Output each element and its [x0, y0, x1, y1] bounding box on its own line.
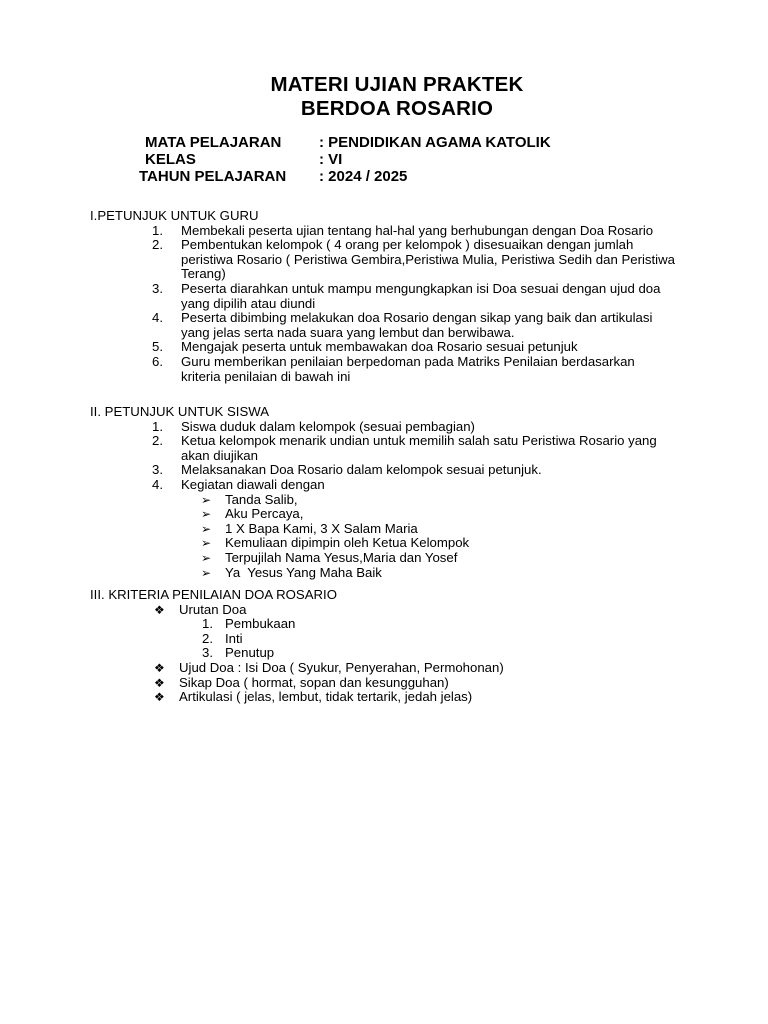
list-text: Ketua kelompok menarik undian untuk memilih salah satu Peristiwa Rosario yang akan diujikan — [181, 433, 657, 463]
list-item — [90, 463, 677, 478]
list-item — [90, 603, 659, 618]
info-label: KELAS — [145, 151, 196, 168]
list-text: Urutan Doa — [179, 601, 247, 617]
list-text: Tanda Salib, — [225, 491, 298, 507]
opening-prayer-list — [90, 493, 677, 581]
arrow-bullet-icon: ➢ — [201, 521, 212, 536]
list-text: 1 X Bapa Kami, 3 X Salam Maria — [225, 520, 418, 536]
diamond-bullet-icon: ❖ — [154, 660, 165, 675]
list-number: 5. — [152, 339, 163, 355]
list-text: Sikap Doa ( hormat, sopan dan kesungguhan) — [179, 674, 449, 690]
list-item — [90, 617, 721, 632]
list-number: 3. — [152, 462, 163, 478]
list-item — [90, 566, 645, 581]
document-title-line-2: BERDOA ROSARIO — [300, 97, 494, 120]
list-item — [90, 632, 721, 647]
list-item — [90, 340, 677, 355]
list-text: Melaksanakan Doa Rosario dalam kelompok sesuai petunjuk. — [181, 462, 542, 478]
diamond-bullet-icon: ❖ — [154, 675, 165, 690]
list-item — [90, 551, 645, 566]
list-number: 3. — [152, 280, 163, 296]
subject-info-block — [139, 134, 551, 185]
info-row-class — [139, 151, 551, 168]
list-text: Inti — [225, 630, 243, 646]
list-text: Artikulasi ( jelas, lembut, tidak tertarik, jedah jelas) — [179, 689, 473, 705]
list-text: Ya Yesus Yang Maha Baik — [225, 564, 382, 580]
arrow-bullet-icon: ➢ — [201, 492, 212, 507]
list-number: 2. — [152, 237, 163, 253]
list-item — [90, 434, 677, 463]
list-number: 1. — [202, 616, 213, 632]
list-number: 1. — [152, 418, 163, 434]
section-assessment-criteria — [90, 588, 721, 705]
arrow-bullet-icon: ➢ — [201, 536, 212, 551]
list-item — [90, 493, 645, 508]
list-text: Terpujilah Nama Yesus,Maria dan Yosef — [225, 549, 458, 565]
list-text: Aku Percaya, — [225, 506, 304, 522]
list-text: Guru memberikan penilaian berpedoman pada Matriks Penilaian berdasarkan kriteria penilaian di bawah ini — [181, 353, 635, 384]
list-item — [90, 238, 677, 282]
list-number: 2. — [202, 630, 213, 646]
info-value: : PENDIDIKAN AGAMA KATOLIK — [319, 134, 551, 151]
list-number: 1. — [152, 222, 163, 238]
info-row-year — [139, 168, 551, 185]
info-value: : 2024 / 2025 — [319, 168, 408, 185]
list-item — [90, 661, 659, 676]
list-text: Pembukaan — [225, 616, 296, 632]
criteria-list — [90, 603, 721, 618]
info-label: MATA PELAJARAN — [145, 134, 282, 151]
arrow-bullet-icon: ➢ — [201, 565, 212, 580]
list-number: 4. — [152, 476, 163, 492]
list-item — [90, 522, 645, 537]
info-label: TAHUN PELAJARAN — [139, 168, 287, 185]
list-text: Ujud Doa : Isi Doa ( Syukur, Penyerahan, Permohonan) — [179, 659, 504, 675]
list-text: Mengajak peserta untuk membawakan doa Rosario sesuai petunjuk — [181, 339, 578, 355]
info-value: : VI — [319, 151, 343, 168]
list-text: Peserta dibimbing melakukan doa Rosario dengan sikap yang baik dan artikulasi yang jelas serta nada suara yang lembut dan berwibawa. — [181, 310, 653, 340]
section-heading: III. KRITERIA PENILAIAN DOA ROSARIO — [90, 587, 337, 602]
list-item — [90, 478, 677, 493]
list-item — [90, 420, 677, 435]
list-text: Peserta diarahkan untuk mampu mengungkapkan isi Doa sesuai dengan ujud doa yang dipilih atau diundi — [181, 280, 661, 311]
prayer-order-list — [90, 617, 721, 661]
section-student-instructions — [90, 405, 677, 580]
section-heading: II. PETUNJUK UNTUK SISWA — [90, 404, 270, 419]
list-item — [90, 676, 659, 691]
info-row-subject — [139, 134, 551, 151]
list-text: Siswa duduk dalam kelompok (sesuai pembagian) — [181, 418, 475, 434]
section-teacher-instructions — [90, 209, 677, 384]
diamond-bullet-icon: ❖ — [154, 690, 165, 705]
list-text: Penutup — [225, 645, 275, 661]
list-item — [90, 507, 645, 522]
list-number: 4. — [152, 310, 163, 326]
list-number: 6. — [152, 353, 163, 369]
list-number: 3. — [202, 645, 213, 661]
list-number: 2. — [152, 433, 163, 449]
diamond-bullet-icon: ❖ — [154, 602, 165, 617]
criteria-list — [90, 661, 721, 705]
list-item — [90, 646, 721, 661]
list-item — [90, 311, 677, 340]
section-heading: I.PETUNJUK UNTUK GURU — [90, 208, 259, 223]
list-text: Kegiatan diawali dengan — [181, 476, 325, 492]
list-item — [90, 690, 659, 705]
list-text: Kemuliaan dipimpin oleh Ketua Kelompok — [225, 535, 470, 551]
arrow-bullet-icon: ➢ — [201, 550, 212, 565]
document-title-line-1: MATERI UJIAN PRAKTEK — [270, 73, 524, 96]
list-text: Pembentukan kelompok ( 4 orang per kelompok ) disesuaikan dengan jumlah peristiwa Rosario ( Peristiwa Gembira,Peristiwa Mulia, Peristiwa Sedih dan Peristiwa Terang) — [181, 237, 675, 282]
list-item — [90, 282, 677, 311]
arrow-bullet-icon: ➢ — [201, 507, 212, 522]
list-item — [90, 224, 677, 239]
list-text: Membekali peserta ujian tentang hal-hal yang berhubungan dengan Doa Rosario — [181, 222, 654, 238]
teacher-instruction-list — [90, 224, 677, 385]
list-item — [90, 355, 677, 384]
list-item — [90, 536, 645, 551]
student-instruction-list — [90, 420, 677, 493]
